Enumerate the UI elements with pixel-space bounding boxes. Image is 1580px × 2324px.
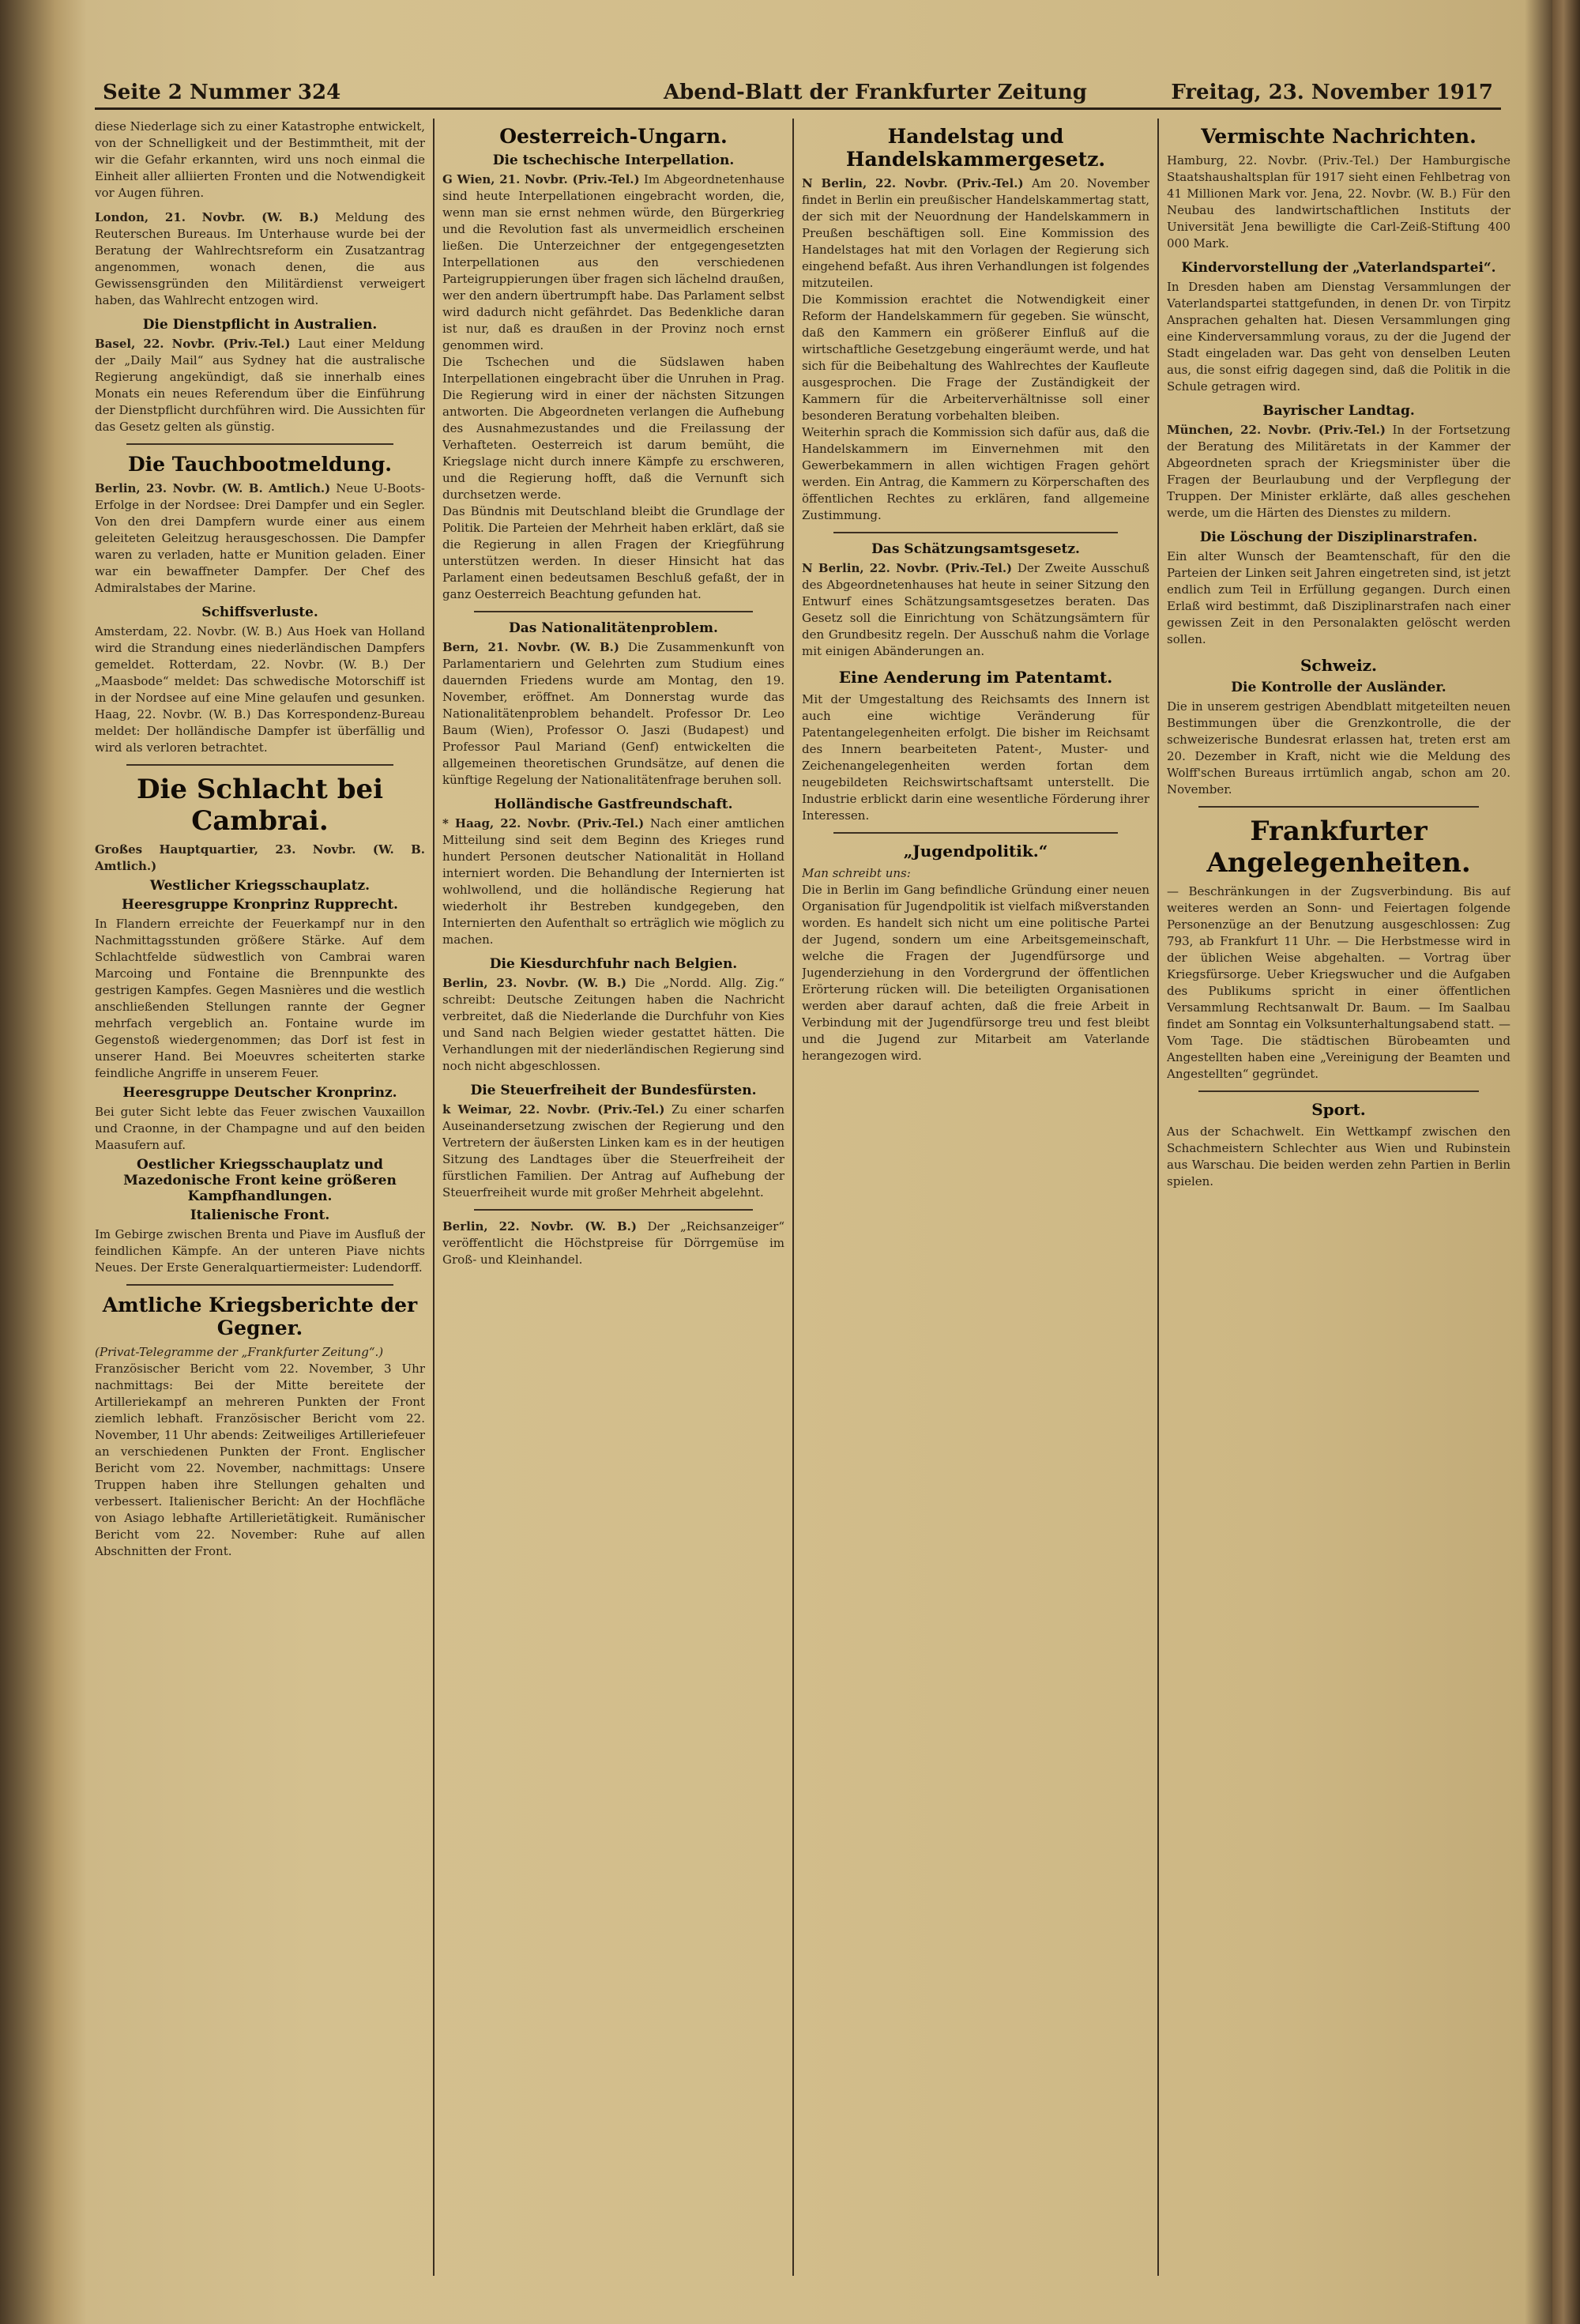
article-heading: „Jugendpolitik.“ — [903, 842, 1048, 861]
article-cambrai — [95, 774, 425, 1276]
article-text: Aus der Schachwelt. Ein Wettkampf zwischen den Schachmeistern Schlechter aus Wien und Rubinstein aus Warschau. Die beiden werden zehn Partien in Berlin spielen. — [1167, 1124, 1510, 1188]
article-heading: Eine Aenderung im Patentamt. — [838, 668, 1113, 687]
article-text: Zu einer scharfen Auseinandersetzung zwischen der Regierung und den Vertretern der äußersten Linken kam es in der heutigen Sitzung des Landtages über die Steuerfreiheit der fürstlichen Familien. Der Antrag auf Aufhebung der Steuerfreiheit wurde mit großer Mehrheit abgelehnt. — [442, 1102, 784, 1200]
article-kies — [442, 956, 784, 1075]
article-heading: Schiffsverluste. — [201, 605, 318, 620]
article-text: Im Gebirge zwischen Brenta und Piave im Ausfluß der feindlichen Kämpfe. An der unteren Piave nichts Neues. Der Erste Generalquartiermeister: Ludendorff. — [95, 1227, 425, 1275]
article-schweiz — [1167, 656, 1510, 798]
subheading: Oestlicher Kriegsschauplatz und Mazedonische Front keine größeren Kampfhandlungen. — [123, 1157, 397, 1204]
article-kindervorstellung — [1167, 260, 1510, 395]
book-spine — [1552, 0, 1580, 2324]
article-text: Das Bündnis mit Deutschland bleibt die Grundlage der Politik. Die Parteien der Mehrheit haben erklärt, daß sie die Regierung in allen Fragen der Kriegführung unterstützen werden. In dieser Hinsicht hat das Parlament einen bedeutsamen Beschluß gefaßt, der in ganz Oesterreich Beachtung gefunden hat. — [442, 504, 784, 601]
article-heading: Sport. — [1311, 1100, 1366, 1119]
separator — [126, 1284, 393, 1286]
article-text: — Beschränkungen in der Zugsverbindung. Bis auf weiteres werden an Sonn- und Feiertagen folgende Personenzüge an der Benutzung ausgeschlossen: Zug 793, ab Frankfurt 11 Uhr. — Die Herbstmesse wird in der üblichen Weise abgehalten. — Vortrag über Kriegsfürsorge. Ueber Kriegswucher und die Aufgaben des Publikums spricht in einer öffentlichen Versammlung Rechtsanwalt Dr. Baum. — Im Saalbau findet am Sonntag ein Volksunterhaltungsabend statt. — Vom Tage. Die städtischen Bürobeamten und Angestellten haben eine „Vereinigung der Beamten und Angestellten“ gegründet. — [1167, 884, 1510, 1081]
subheading: Die Kontrolle der Ausländer. — [1231, 680, 1446, 695]
article-schiffsverluste — [95, 605, 425, 756]
article-heading: Die Steuerfreiheit der Bundesfürsten. — [470, 1083, 757, 1098]
article-heading: Oesterreich-Ungarn. — [499, 125, 728, 148]
article-text: Im Abgeordnetenhause sind heute Interpellationen eingebracht worden, die, wenn man sie ernst nehmen würde, den Bürgerkrieg und die Revolution fast als unvermeidlich erscheinen ließen. Die Unterzeichner der entgegengesetzten Interpellationen aus den verschiedenen Parteigruppierungen über fragen sich lächelnd draußen, wer den andern übertrumpft habe. Das Parlament selbst wird dadurch nicht gefährdet. Das Bedenkliche daran ist nur, daß es draußen in der Provinz noch ernst genommen wird. — [442, 172, 784, 352]
article-text: Hamburg, 22. Novbr. (Priv.-Tel.) Der Hamburgische Staatshaushaltsplan für 1917 sieht einen Fehlbetrag von 41 Millionen Mark vor. Jena, 22. Novbr. (W. B.) Für den Neubau des landwirtschaftlichen Instituts der Universität Jena bewilligte die Carl-Zeiß-Stiftung 400 000 Mark. — [1167, 153, 1510, 250]
article-text: Nach einer amtlichen Mitteilung sind seit dem Beginn des Krieges rund hundert Personen deutscher Nationalität in Holland interniert worden. Die Behandlung der Internierten ist wohlwollend, und die holländische Regierung hat wiederholt ihr Bestreben kundgegeben, den Internierten den Aufenthalt so erträglich wie möglich zu machen. — [442, 816, 784, 947]
page-number: Seite 2 Nummer 324 — [103, 81, 341, 104]
column-4 — [1167, 119, 1510, 2276]
article-text: Die in Berlin im Gang befindliche Gründung einer neuen Organisation für Jugendpolitik ist vielfach mißverstanden worden. Es handelt sich nicht um eine politische Partei der Jugend, sondern um eine Arbeitsgemeinschaft, welche die Fragen der Jugendfürsorge und Jugenderziehung in den Vordergrund der öffentlichen Erörterung rücken will. Die beteiligten Organisationen werden aber darauf achten, daß die freie Arbeit in Verbindung mit der Jugendfürsorge treu und fest bleibt und die Jugend zur Mitarbeit am Vaterlande herangezogen wird. — [802, 883, 1149, 1063]
article-heading: Das Nationalitätenproblem. — [509, 620, 718, 636]
column-rule — [1157, 119, 1159, 2276]
dateline: N Berlin, 22. Novbr. (Priv.-Tel.) — [802, 176, 1024, 190]
article-landtag — [1167, 403, 1510, 522]
article-text: Die in unserem gestrigen Abendblatt mitgeteilten neuen Bestimmungen über die Grenzkontrolle, die der schweizerische Bundesrat erlassen hat, treten erst am 20. Dezember in Kraft, nicht wie die Meldung des Wolff'schen Bureaus irrtümlich angab, schon am 20. November. — [1167, 699, 1510, 797]
article-sport — [1167, 1100, 1510, 1190]
subheading: Die tschechische Interpellation. — [492, 153, 735, 168]
dateline: Basel, 22. Novbr. (Priv.-Tel.) — [95, 337, 291, 351]
article-heading: Amtliche Kriegsberichte der Gegner. — [102, 1294, 418, 1339]
article-heading: Die Schlacht bei Cambrai. — [136, 774, 384, 837]
column-rule — [433, 119, 434, 2276]
article-text: Laut einer Meldung der „Daily Mail“ aus Sydney hat die australische Regierung angekündigt, daß sie innerhalb eines Monats ein neues Referendum über die Einführung der Dienstpflicht durchführen wird. Die Aussichten für das Gesetz gelten als günstig. — [95, 337, 425, 434]
separator — [126, 764, 393, 766]
article-text: Neue U-Boots-Erfolge in der Nordsee: Drei Dampfer und ein Segler. Von den drei Dampfern wurde einer aus einem geleiteten Geleitzug herausgeschossen. Die Dampfer waren zu verladen, hatte er Munition geladen. Einer war ein bewaffneter Dampfer. Der Chef des Admiralstabes der Marine. — [95, 481, 425, 595]
article-text: Ein alter Wunsch der Beamtenschaft, für den die Parteien der Linken seit Jahren eingetreten sind, ist jetzt endlich zum Teil in Erfüllung gegangen. Durch einen Erlaß wird bestimmt, daß Disziplinarstrafen nach einer gewissen Zeit in den Personalakten gelöscht werden sollen. — [1167, 549, 1510, 646]
article-heading: Frankfurter Angelegenheiten. — [1206, 815, 1471, 879]
dateline: Man schreibt uns: — [802, 866, 911, 880]
article-heading: Die Tauchbootmeldung. — [127, 453, 393, 476]
article-heading: Schweiz. — [1300, 656, 1378, 675]
article-gegner — [95, 1294, 425, 1560]
article-text: Französischer Bericht vom 22. November, 3 Uhr nachmittags: Bei der Mitte bereitete der Artilleriekampf an mehreren Punkten der Front ziemlich lebhaft. Französischer Bericht vom 22. November, 11 Uhr abends: Zeitweiliges Artilleriefeuer an verschiedenen Punkten der Front. Englischer Bericht vom 22. November, nachmittags: Unsere Truppen haben ihre Stellungen gehalten und verbessert. Italienischer Bericht: An der Hochfläche von Asiago lebhafte Artillerietätigkeit. Rumänischer Bericht vom 22. November: Ruhe auf allen Abschnitten der Front. — [95, 1362, 425, 1558]
dateline: Bern, 21. Novbr. (W. B.) — [442, 640, 619, 654]
article-dienstpflicht — [95, 317, 425, 435]
article-holland — [442, 797, 784, 948]
dateline: Berlin, 23. Novbr. (W. B. Amtlich.) — [95, 481, 331, 495]
subheading: Italienische Front. — [190, 1207, 330, 1223]
dateline: London, 21. Novbr. (W. B.) — [95, 210, 319, 224]
article-text: Die „Nordd. Allg. Zig.“ schreibt: Deutsche Zeitungen haben die Nachricht verbreitet, daß die Niederlande die Durchfuhr von Kies und Sand nach Belgien wieder gestattet hätten. Die Verhandlungen mit der niederländischen Regierung sind noch nicht abgeschlossen. — [442, 976, 784, 1073]
dateline: Berlin, 22. Novbr. (W. B.) — [442, 1219, 637, 1234]
article-text: diese Niederlage sich zu einer Katastrophe entwickelt, von der Schnelligkeit und der Bestimmtheit, mit der wir die Gefahr erkannten, wird uns noch einmal die Einheit aller alliierten Fronten und die Notwendigkeit vor Augen führen. — [95, 119, 425, 200]
article-handelstag — [802, 125, 1149, 524]
column-2 — [442, 119, 784, 2276]
article-text: In der Fortsetzung der Beratung des Militäretats in der Kammer der Abgeordneten sprach der Kriegsminister über die Fragen der Beurlaubung und der Verpflegung der Truppen. Der Minister erklärte, daß alles geschehen werde, um die Härten des Dienstes zu mildern. — [1167, 423, 1510, 520]
separator — [1198, 1090, 1479, 1092]
dateline: (Privat-Telegramme der „Frankfurter Zeitung“.) — [95, 1345, 384, 1359]
article-text: Bei guter Sicht lebte das Feuer zwischen Vauxaillon und Craonne, in der Champagne und auf den beiden Maasufern auf. — [95, 1105, 425, 1152]
dateline: k Weimar, 22. Novbr. (Priv.-Tel.) — [442, 1102, 665, 1117]
article-frankfurt — [1167, 815, 1510, 1083]
dateline: München, 22. Novbr. (Priv.-Tel.) — [1167, 423, 1386, 437]
article-text: Der Zweite Ausschuß des Abgeordnetenhauses hat heute in seiner Sitzung den Entwurf eines Schätzungsamtsgesetzes beraten. Das Gesetz soll die Einrichtung von Schätzungsämtern für den Grundbesitz regeln. Der Ausschuß nahm die Vorlage mit einigen Abänderungen an. — [802, 561, 1149, 658]
separator — [833, 832, 1118, 834]
article-heading: Die Löschung der Disziplinarstrafen. — [1199, 529, 1478, 545]
article-nationalitaeten — [442, 620, 784, 789]
article-heading: Handelstag und Handelskammergesetz. — [845, 125, 1106, 171]
column-3 — [802, 119, 1149, 2276]
article-text: Die Kommission erachtet die Notwendigkeit einer Reform der Handelskammern für gegeben. Sie wünscht, daß den Kammern ein größerer Einfluß auf die wirtschaftliche Gesetzgebung eingeräumt werde, und hat sich für die Beibehaltung des Wahlrechtes der Kaufleute ausgesprochen. Die Frage der Zuständigkeit der Kammern für die Arbeiterverhältnisse soll einer besonderen Beratung vorbehalten bleiben. — [802, 292, 1149, 423]
subheading: Westlicher Kriegsschauplatz. — [149, 878, 371, 894]
separator — [474, 1209, 753, 1211]
article-text: Weiterhin sprach die Kommission sich dafür aus, daß die Handelskammern im Einvernehmen mit den Gewerbekammern in allen wichtigen Fragen gehört werden. Ein Antrag, die Kammern zu Körperschaften des öffentlichen Rechtes zu erklären, fand allgemeine Zustimmung. — [802, 425, 1149, 522]
dateline: * Haag, 22. Novbr. (Priv.-Tel.) — [442, 816, 645, 831]
article-heading: Vermischte Nachrichten. — [1201, 125, 1477, 148]
column-1 — [95, 119, 425, 2276]
subheading: Heeresgruppe Deutscher Kronprinz. — [122, 1085, 397, 1101]
article-jugendpolitik — [802, 842, 1149, 1064]
separator — [1198, 806, 1479, 808]
article-text: Die Zusammenkunft von Parlamentariern und Gelehrten zum Studium eines dauernden Friedens wurde am Montag, den 19. November, eröffnet. Am Donnerstag wurde das Nationalitätenproblem behandelt. Professor Dr. Leo Baum (Wien), Professor O. Jaszi (Budapest) und Professor Paul Mariand (Genf) entwickelten die allgemeinen theoretischen Grundsätze, auf denen die künftige Regelung der Nationalitätenfrage beruhen soll. — [442, 640, 784, 787]
dateline: N Berlin, 22. Novbr. (Priv.-Tel.) — [802, 561, 1013, 575]
article-tauchboot — [95, 453, 425, 597]
article-heading: Kindervorstellung der „Vaterlandspartei“. — [1181, 260, 1496, 276]
separator — [833, 532, 1118, 533]
article-text: In Flandern erreichte der Feuerkampf nur in den Nachmittagsstunden größere Stärke. Auf dem Schlachtfelde südwestlich von Cambrai waren Marcoing und Fontaine die Brennpunkte des gestrigen Kampfes. Gegen Masnières und die westlich anschließenden Stellungen rannte der Gegner mehrfach vergeblich an. Fontaine wurde im Gegenstoß wiedergenommen; das Dorf ist fest in unserer Hand. Bei Moeuvres scheiterten starke feindliche Angriffe in unserem Feuer. — [95, 917, 425, 1080]
dateline: G Wien, 21. Novbr. (Priv.-Tel.) — [442, 172, 640, 186]
page-header — [95, 76, 1501, 110]
issue-date: Freitag, 23. November 1917 — [1171, 81, 1493, 104]
dateline: Großes Hauptquartier, 23. Novbr. (W. B. Amtlich.) — [95, 842, 425, 873]
separator — [126, 443, 393, 445]
dateline: Berlin, 23. Novbr. (W. B.) — [442, 976, 627, 990]
article-vermischtes — [1167, 125, 1510, 252]
article-text: Meldung des Reuterschen Bureaus. Im Unterhause wurde bei der Beratung der Wahlrechtsreform ein Zusatzantrag angenommen, wonach denen, die aus Gewissensgründen den Militärdienst verweigert haben, das Wahlrecht entzogen wird. — [95, 210, 425, 307]
article-preise — [442, 1218, 784, 1268]
article-disziplinarstrafen — [1167, 529, 1510, 648]
article-heading: Das Schätzungsamtsgesetz. — [871, 541, 1080, 557]
separator — [474, 611, 753, 612]
article-heading: Die Kiesdurchfuhr nach Belgien. — [489, 956, 738, 972]
article-text: Mit der Umgestaltung des Reichsamts des Innern ist auch eine wichtige Veränderung für Patentangelegenheiten erfolgt. Die bisher im Reichsamt des Innern bearbeiteten Patent-, Muster- und Zeichenangelegenheiten werden fortan dem neugebildeten Reichswirtschaftsamt unterstellt. Die Industrie erblickt darin eine wesentliche Förderung ihrer Interessen. — [802, 692, 1149, 823]
article-continuation — [95, 119, 425, 202]
column-rule — [792, 119, 794, 2276]
article-text: In Dresden haben am Dienstag Versammlungen der Vaterlandspartei stattgefunden, in denen Dr. von Tirpitz Ansprachen gehalten hat. Diesen Versammlungen ging eine Kinderversammlung voraus, zu der die Jugend der Stadt eingeladen war. Das geht von denselben Leuten aus, die sonst eifrig dagegen sind, daß die Politik in die Schule getragen wird. — [1167, 280, 1510, 394]
article-text: Amsterdam, 22. Novbr. (W. B.) Aus Hoek van Holland wird die Strandung eines niederländischen Dampfers gemeldet. Rotterdam, 22. Novbr. (W. B.) Der „Maasbode“ meldet: Das schwedische Motorschiff ist in der Nordsee auf eine Mine gelaufen und gesunken. Haag, 22. Novbr. (W. B.) Das Korrespondenz-Bureau meldet: Der holländische Dampfer ist überfällig und wird als verloren betrachtet. — [95, 624, 425, 755]
article-text: Der „Reichsanzeiger“ veröffentlicht die Höchstpreise für Dörrgemüse im Groß- und Kleinhandel. — [442, 1219, 784, 1267]
article-schaetzung — [802, 541, 1149, 660]
article-oesterreich — [442, 125, 784, 603]
article-heading: Die Dienstpflicht in Australien. — [142, 317, 378, 333]
article-london — [95, 209, 425, 309]
article-steuer — [442, 1083, 784, 1201]
article-heading: Holländische Gastfreundschaft. — [494, 797, 733, 812]
article-text: Die Tschechen und die Südslawen haben Interpellationen eingebracht über die Unruhen in Prag. Die Regierung wird in einer der nächsten Sitzungen antworten. Die Abgeordneten verlangen die Aufhebung des Ausnahmezustandes und die Freilassung der Verhafteten. Oesterreich ist darum bemüht, die Kriegslage nicht durch innere Kämpfe zu erschweren, und die Regierung hofft, daß die Vernunft sich durchsetzen werde. — [442, 355, 784, 502]
article-heading: Bayrischer Landtag. — [1262, 403, 1415, 419]
masthead: Abend-Blatt der Frankfurter Zeitung — [664, 81, 1087, 104]
article-patentamt — [802, 668, 1149, 824]
subheading: Heeresgruppe Kronprinz Rupprecht. — [122, 897, 398, 913]
article-text: Am 20. November findet in Berlin ein preußischer Handelskammertag statt, der sich mit der Neuordnung der Handelskammern in Preußen beschäftigen soll. Eine Kommission des Handelstages hat mit den Vorlagen der Regierung sich eingehend befaßt. Aus ihren Verhandlungen ist folgendes mitzuteilen. — [802, 176, 1149, 290]
